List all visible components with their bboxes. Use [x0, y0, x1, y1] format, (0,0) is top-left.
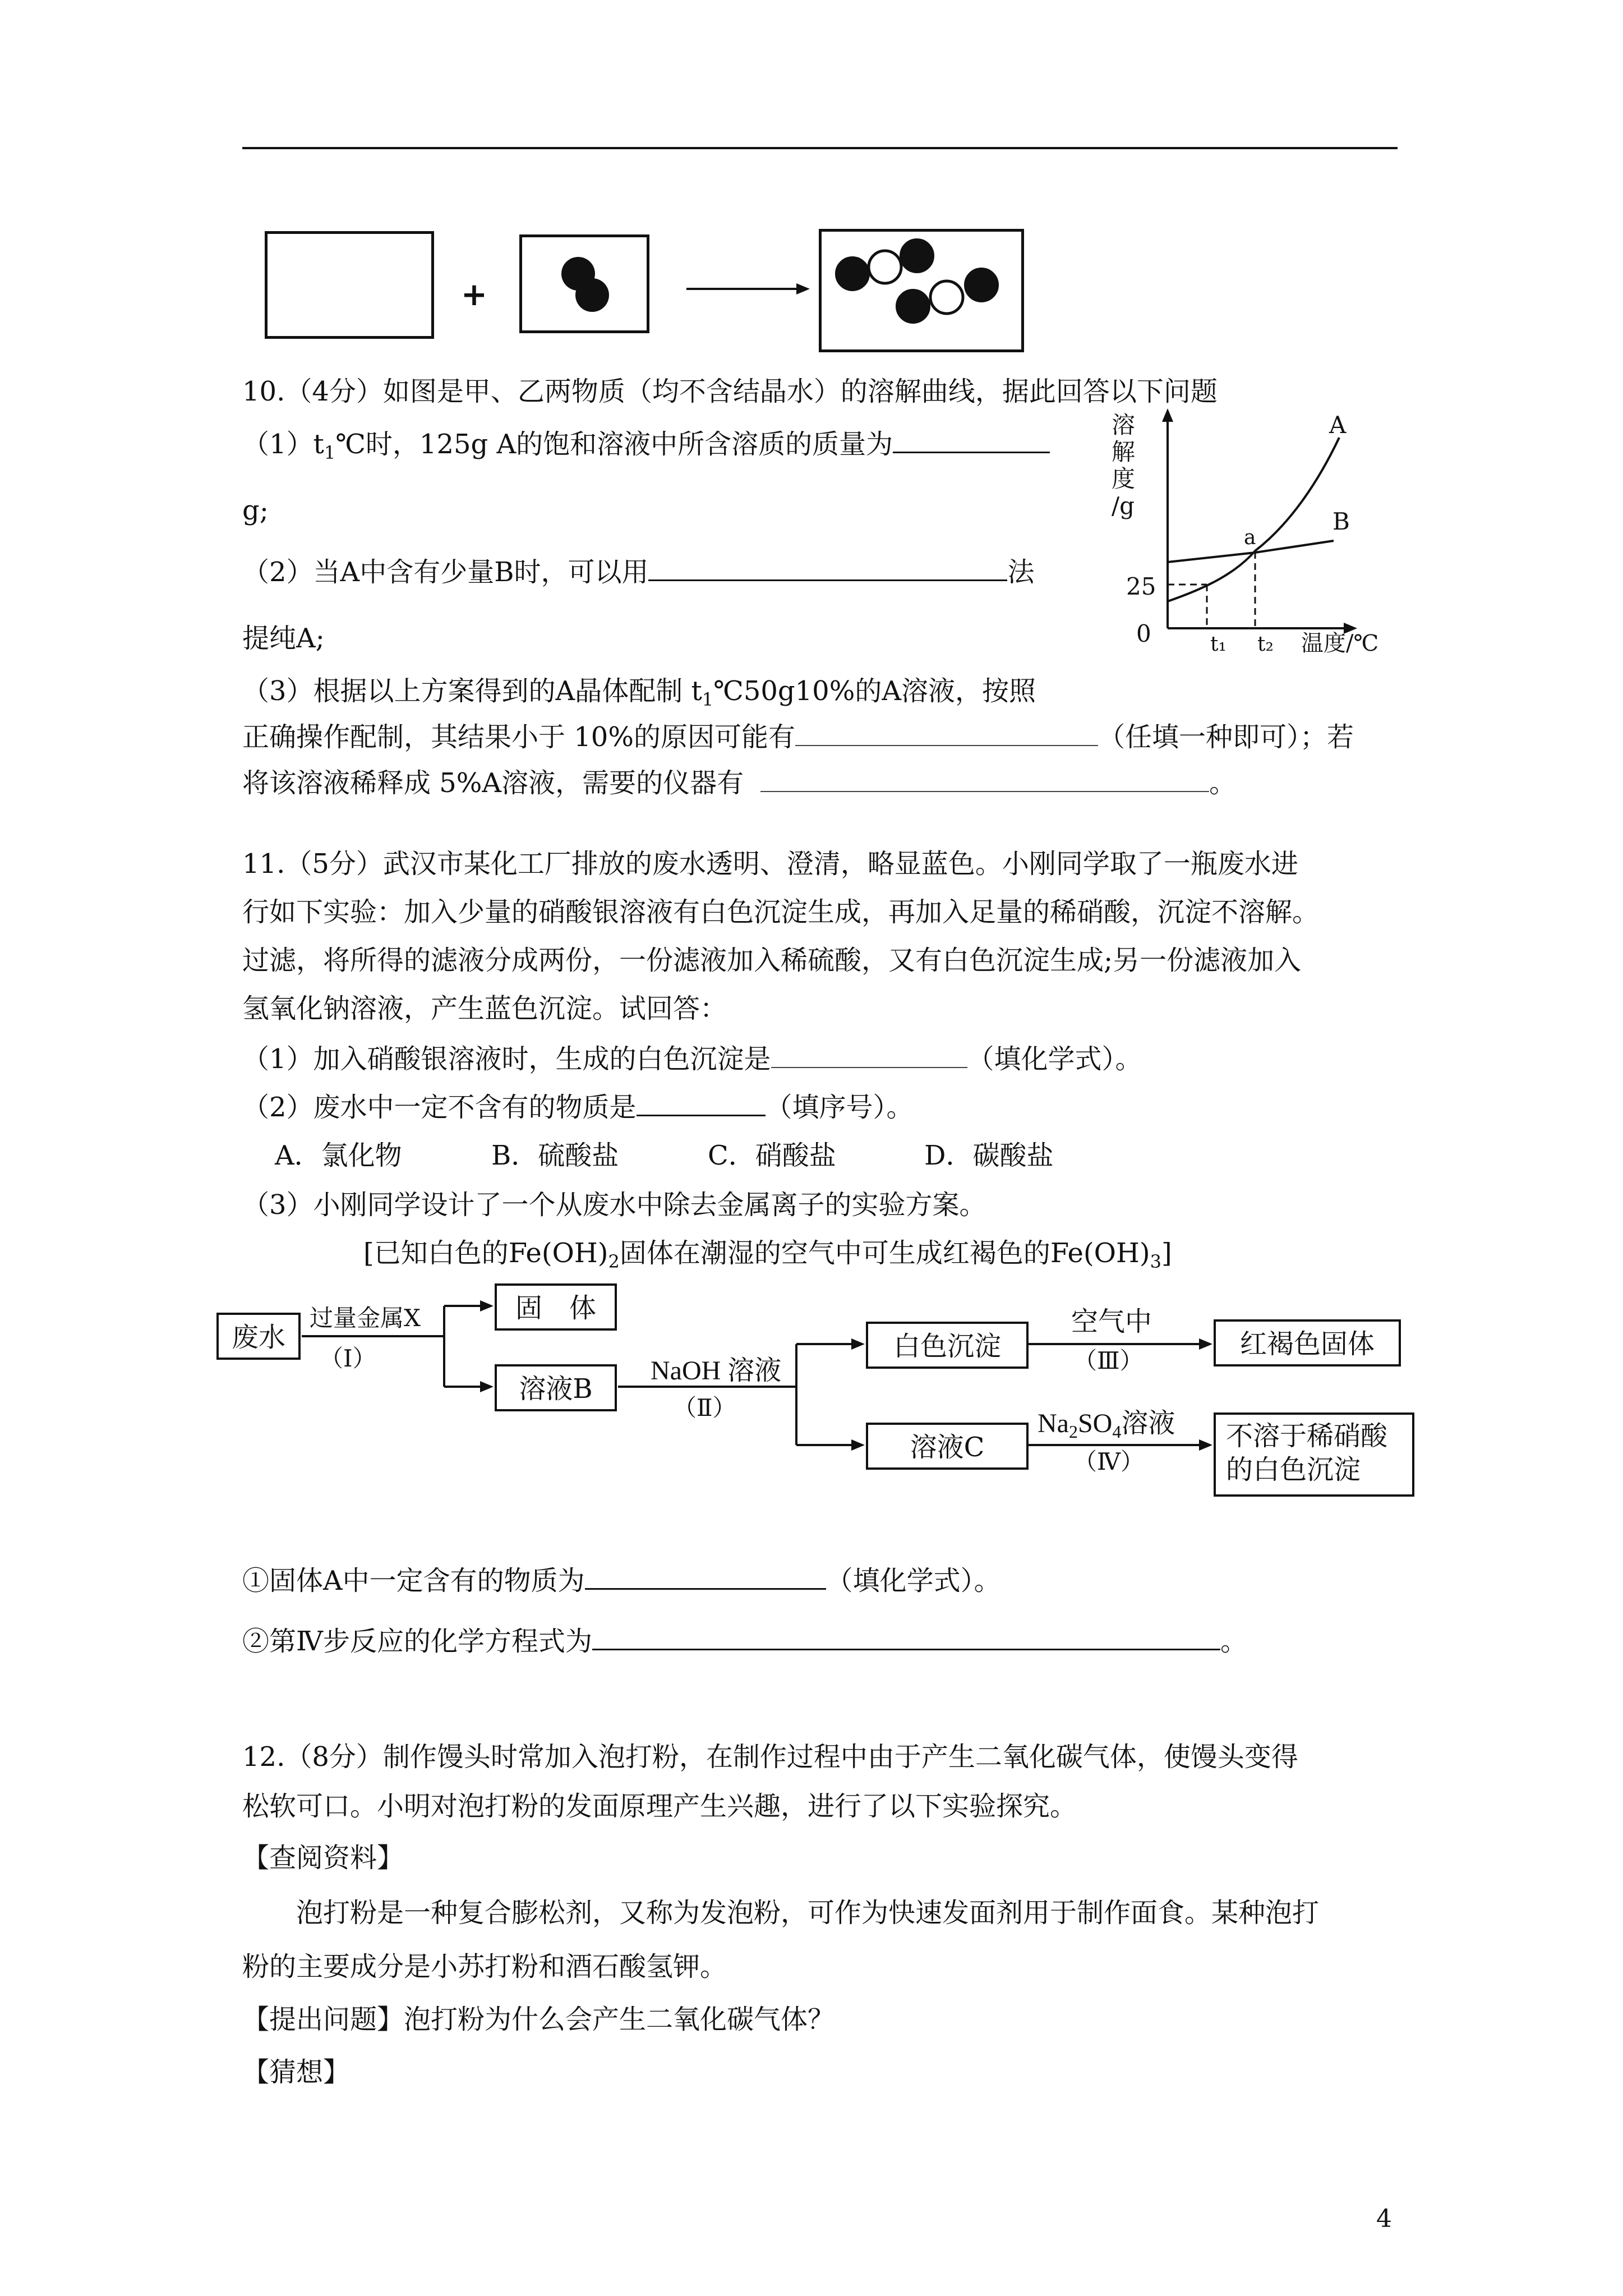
- ylabel-char-1: 溶: [1112, 411, 1136, 439]
- flow-insoluble-white-precipitate: 不溶于稀硝酸 的白色沉淀: [1214, 1412, 1414, 1497]
- q11-option-a: A．氯化物: [275, 1140, 402, 1171]
- flow-air: 空气中: [1071, 1306, 1152, 1337]
- q11-sub3: （3）小刚同学设计了一个从废水中除去金属离子的实验方案。: [242, 1189, 986, 1221]
- x-tick-t2: t₂: [1257, 633, 1274, 656]
- flow-step-3: （Ⅲ）: [1073, 1347, 1144, 1374]
- origin-label: 0: [1136, 620, 1151, 647]
- q11-line1: 11.（5分）武汉市某化工厂排放的废水透明、澄清，略显蓝色。小刚同学取了一瓶废水进: [242, 848, 1298, 880]
- q12-para1: 泡打粉是一种复合膨松剂，又称为发泡粉，可作为快速发面剂用于制作面食。某种泡打: [296, 1897, 1320, 1929]
- flow-wastewater: 废水: [216, 1313, 301, 1360]
- answer-blank-q10-4[interactable]: [760, 769, 1209, 792]
- q11-option-b: B．硫酸盐: [491, 1140, 619, 1171]
- q10-part1-unit: g;: [242, 495, 269, 526]
- answer-blank-q11-2[interactable]: [637, 1092, 766, 1116]
- q11-note: [已知白色的$Fe(OH)_2$固体在潮湿的空气中可生成红褐色的$Fe(OH)_3$]: [363, 1237, 1172, 1272]
- plus-sign: +: [461, 277, 487, 313]
- flow-na2so4: $Na_2SO_4$溶液: [1038, 1409, 1175, 1442]
- q11-sub2: （2）废水中一定不含有的物质是 （填序号）。: [242, 1092, 914, 1123]
- q10-part3-line2: 正确操作配制，其结果小于 10%的原因可能有 （任填一种即可）；若: [242, 721, 1354, 753]
- q12-heading-reference: 【查阅资料】: [242, 1842, 404, 1874]
- solubility-chart: [1110, 404, 1402, 668]
- reaction-arrow: [684, 280, 813, 297]
- flow-metal-x: 过量金属X: [310, 1304, 421, 1332]
- flow-solid: 固 体: [495, 1283, 617, 1331]
- curve-a: [1168, 438, 1339, 601]
- q10-part3-line3: 将该溶液稀释成 5%A溶液，需要的仪器有 。: [242, 767, 1237, 799]
- q11-option-d: D．碳酸盐: [924, 1140, 1054, 1171]
- q12-para2: 粉的主要成分是小苏打粉和酒石酸氢钾。: [242, 1951, 727, 1982]
- q11-answer2: ②第Ⅳ步反应的化学方程式为 。: [242, 1626, 1247, 1657]
- answer-blank-q10-1[interactable]: [893, 429, 1050, 453]
- y-tick-25: 25: [1126, 573, 1156, 600]
- q11-option-c: C．硝酸盐: [708, 1140, 836, 1171]
- ylabel-char-2: 解: [1112, 438, 1136, 466]
- answer-blank-q10-2[interactable]: [648, 557, 1007, 581]
- flow-white-precipitate: 白色沉淀: [866, 1322, 1029, 1369]
- q10-title: 10.（4分）如图是甲、乙两物质（均不含结晶水）的溶解曲线，据此回答以下问题: [242, 376, 1218, 407]
- q10-part3-line1: （3）根据以上方案得到的A晶体配制 $t_1℃50g10\%$的A溶液，按照: [242, 675, 1036, 710]
- flow-step-1: （Ⅰ）: [320, 1345, 376, 1372]
- flow-solution-c: 溶液C: [866, 1423, 1029, 1470]
- q11-line3: 过滤，将所得的滤液分成两份，一份滤液加入稀硫酸，又有白色沉淀生成;另一份滤液加入: [242, 945, 1302, 976]
- ylabel-char-3: 度: [1112, 465, 1136, 493]
- product-molecules: [819, 229, 1024, 352]
- q10-part1: $(1)t_1℃$时，125g A的饱和溶液中所含溶质的质量为: [242, 427, 1050, 470]
- answer-blank-q11-1[interactable]: [771, 1045, 967, 1068]
- flow-step-2: （Ⅱ）: [673, 1394, 736, 1421]
- flow-naoh: NaOH 溶液: [651, 1356, 782, 1386]
- reactant-box-empty: [265, 231, 434, 339]
- diatomic-molecule: [519, 234, 649, 333]
- q12-line2: 松软可口。小明对泡打粉的发面原理产生兴趣，进行了以下实验探究。: [242, 1791, 1077, 1822]
- q11-answer1: ①固体A中一定含有的物质为 （填化学式）。: [242, 1565, 1001, 1596]
- y-axis-arrow: [1162, 408, 1173, 422]
- q10-part2: （2）当A中含有少量B时，可以用 法: [242, 556, 1035, 588]
- curve-a-label: A: [1329, 411, 1347, 439]
- intersection-label: a: [1244, 526, 1256, 549]
- answer-blank-q11-3[interactable]: [585, 1566, 826, 1590]
- q12-heading-hypothesis: 【猜想】: [242, 2056, 351, 2088]
- q11-line2: 行如下实验：加入少量的硝酸银溶液有白色沉淀生成，再加入足量的稀硝酸，沉淀不溶解。: [242, 896, 1320, 928]
- flow-red-brown-solid: 红褐色固体: [1214, 1319, 1401, 1366]
- q10-part2-end: 提纯A;: [242, 623, 325, 654]
- q11-sub1: （1）加入硝酸银溶液时，生成的白色沉淀是 （填化学式）。: [242, 1043, 1142, 1075]
- answer-blank-q11-4[interactable]: [592, 1626, 1220, 1650]
- ylabel-char-4: /g: [1112, 492, 1135, 519]
- q12-heading-question: 【提出问题】泡打粉为什么会产生二氧化碳气体？: [242, 2004, 835, 2035]
- q12-line1: 12.（8分）制作馒头时常加入泡打粉，在制作过程中由于产生二氧化碳气体，使馒头变得: [242, 1741, 1298, 1773]
- flow-step-4: （Ⅳ）: [1073, 1448, 1144, 1475]
- x-axis-label: 温度/℃: [1301, 631, 1379, 656]
- header-rule: [242, 147, 1398, 149]
- answer-blank-q10-3[interactable]: [795, 723, 1098, 746]
- flow-solution-b: 溶液B: [495, 1364, 617, 1411]
- x-tick-t1: t₁: [1210, 633, 1227, 656]
- q11-line4: 氢氧化钠溶液，产生蓝色沉淀。试回答：: [242, 993, 727, 1024]
- page-number: 4: [1376, 2205, 1392, 2233]
- curve-b-label: B: [1332, 508, 1350, 535]
